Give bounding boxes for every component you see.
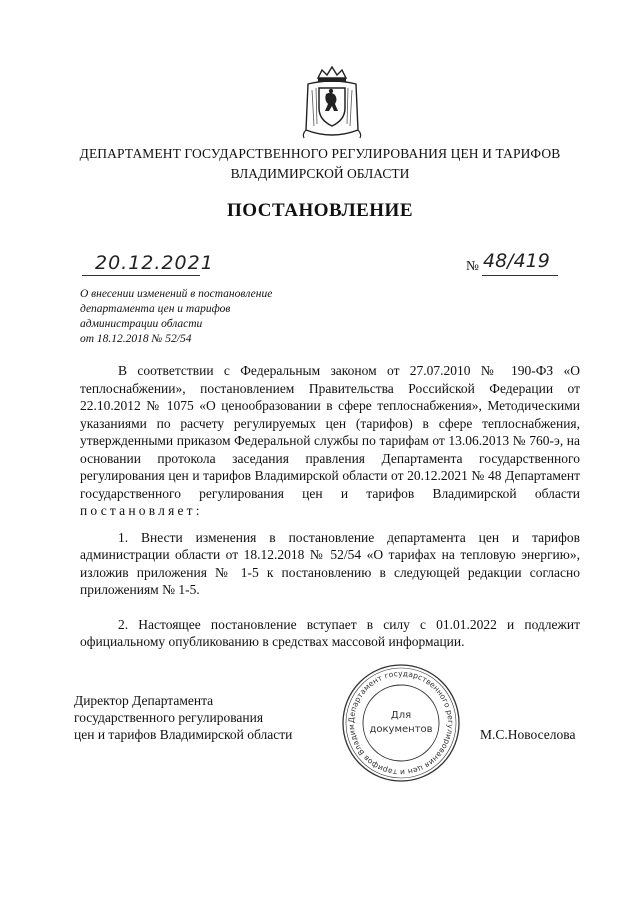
date-underline [82, 275, 200, 276]
document-number-handwritten: 48/419 [483, 250, 550, 272]
subject-line: департамента цен и тарифов [80, 303, 231, 315]
subject-line: О внесении изменений в постановление [80, 288, 273, 300]
number-underline [482, 275, 558, 276]
position-line: Директор Департамента [74, 693, 214, 708]
department-name-line2: ВЛАДИМИРСКОЙ ОБЛАСТИ [230, 166, 410, 181]
position-line: цен и тарифов Владимирской области [74, 727, 293, 742]
document-body [80, 362, 580, 651]
subject-line: от 18.12.2018 № 52/54 [80, 333, 192, 345]
resolves-word: постановляет: [80, 503, 203, 518]
signatory-position [74, 692, 292, 743]
official-stamp [340, 662, 462, 784]
seal-center-line2: документов [369, 724, 433, 735]
document-subject [80, 287, 272, 347]
seal-ring-text: Департамент государственного регулирования цен и тарифов Владим [346, 668, 456, 778]
position-line: государственного регулирования [74, 710, 264, 725]
document-title: ПОСТАНОВЛЕНИЕ [226, 200, 414, 221]
number-sign: № [466, 258, 479, 273]
document-date-handwritten: 20.12.2021 [95, 252, 214, 274]
signatory-name: М.С.Новоселова [480, 727, 576, 742]
preamble-text: В соответствии с Федеральным законом от 27.07.2010 № 190-ФЗ «О теплоснабжении», постановлением Правительства Российской Федерации от 22.10.2012 № 1075 «О ценообразовании в сфере теплоснабжения», Методическими указаниями по расчету регулируемых цен (тарифов) в сфере теплоснабжения, утвержденными приказом Федеральной службы по тарифам от 13.06.2013 № 760-э, на основании протокола заседания правления Департамента государственного регулирования цен и тарифов Владимирской области от 20.12.2021 № 48 Департамент государственного регулирования цен и тарифов Владимирской области [80, 363, 580, 501]
item-1-paragraph: 1. Внести изменения в постановление департамента цен и тарифов администрации области от 18.12.2018 № 52/54 «О тарифах на тепловую энергию», изложив приложения № 1-5 к постановлению в следующей редакции согласно приложениям № 1-5. [80, 529, 580, 597]
coat-of-arms-emblem [300, 64, 364, 142]
department-name-line1: ДЕПАРТАМЕНТ ГОСУДАРСТВЕННОГО РЕГУЛИРОВАНИЯ ЦЕН И ТАРИФОВ [79, 146, 561, 161]
item-2-paragraph: 2. Настоящее постановление вступает в силу с 01.01.2022 и подлежит официальному опубликованию в средствах массовой информации. [80, 616, 580, 649]
preamble-paragraph [80, 362, 580, 520]
subject-line: администрации области [80, 318, 203, 330]
seal-center-line1: Для [390, 710, 412, 721]
